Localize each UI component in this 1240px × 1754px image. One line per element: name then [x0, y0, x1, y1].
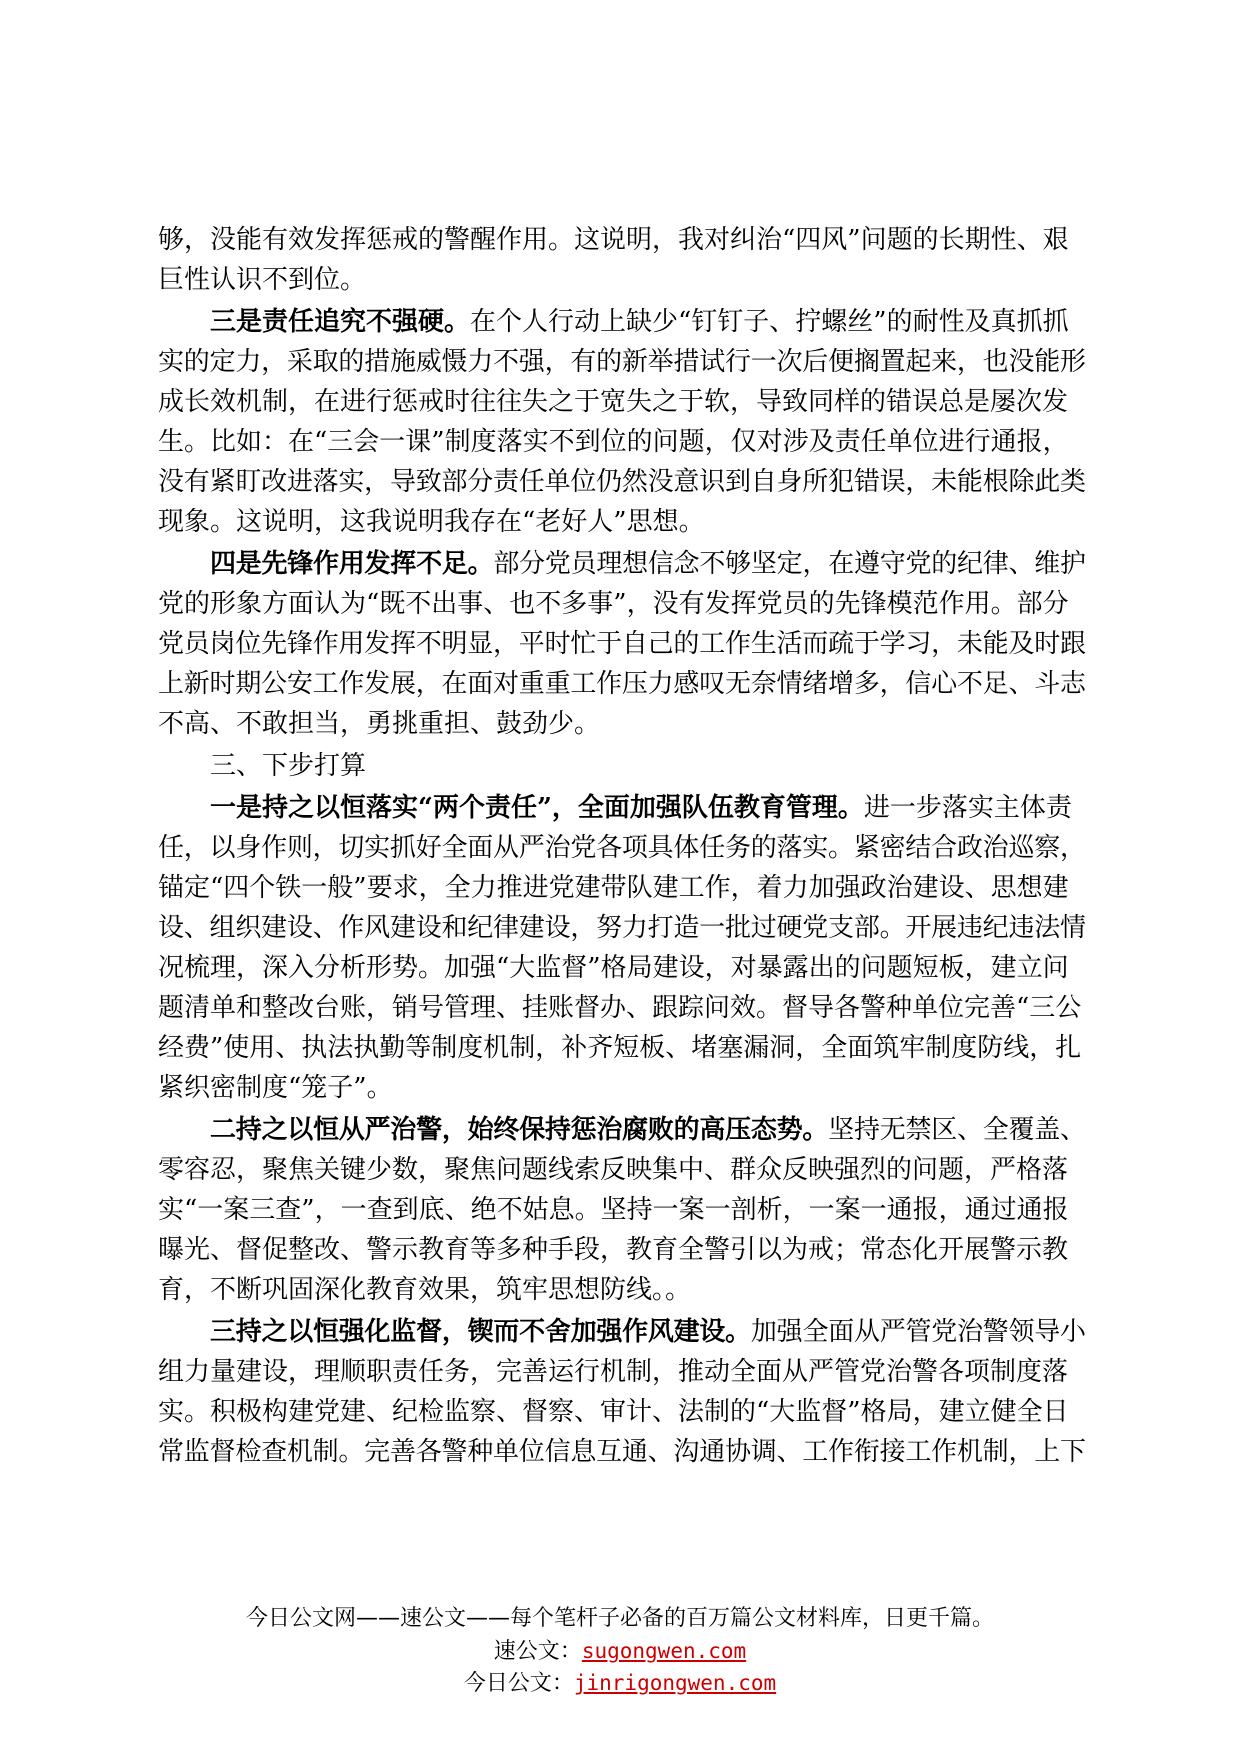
text-line: [158, 828, 1086, 868]
footer-site2-link[interactable]: jinrigongwen.com: [573, 1671, 777, 1695]
line-text: 题清单和整改台账，销号管理、挂账督办、跟踪问效。督导各警种单位完善“三公: [158, 993, 1082, 1023]
footer: [0, 1603, 1240, 1699]
text-line: [158, 1230, 1086, 1270]
paragraph-lead-heading: 三持之以恒强化监督，锲而不舍加强作风建设。: [210, 1317, 751, 1347]
line-text: 不高、不敢担当，勇挑重担、鼓劲少。: [158, 709, 601, 739]
line-text: 在个人行动上缺少“钉钉子、拧螺丝”的耐性及真抓抓: [470, 307, 1069, 337]
text-line: [158, 422, 1086, 462]
text-line: [158, 1068, 1086, 1108]
line-text: 成长效机制，在进行惩戒时往往失之于宽失之于软，导致同样的错误总是屡次发: [158, 387, 1069, 417]
text-line: [158, 342, 1086, 382]
text-line: [158, 1110, 1086, 1150]
line-text: 上新时期公安工作发展，在面对重重工作压力感叹无奈情绪增多，信心不足、斗志: [158, 669, 1086, 699]
text-line: [158, 664, 1086, 704]
text-line: [158, 988, 1086, 1028]
line-text: 育，不断巩固深化教育效果，筑牢思想防线。。: [158, 1275, 692, 1305]
line-text: 党的形象方面认为“既不出事、也不多事”，没有发挥党员的先锋模范作用。部分: [158, 589, 1069, 619]
line-text: 没有紧盯改进落实，导致部分责任单位仍然没意识到自身所犯错误，未能根除此类: [158, 467, 1086, 497]
text-line: [158, 1150, 1086, 1190]
line-text: 党员岗位先锋作用发挥不明显，平时忙于自己的工作生活而疏于学习，未能及时跟: [158, 629, 1086, 659]
text-line: [158, 544, 1086, 584]
line-text: 紧织密制度“笼子”。: [158, 1073, 393, 1103]
text-line: [158, 948, 1086, 988]
line-text: 现象。这说明，这我说明我存在“老好人”思想。: [158, 507, 705, 537]
footer-site2-label: 今日公文：: [463, 1671, 574, 1696]
line-text: 经费”使用、执法执勤等制度机制，补齐短板、堵塞漏洞，全面筑牢制度防线，扎: [158, 1033, 1082, 1063]
section-heading: 三、下步打算: [210, 751, 367, 781]
paragraph-lead-heading: 二持之以恒从严治警，始终保持惩治腐败的高压态势。: [210, 1115, 829, 1145]
footer-site1-link[interactable]: sugongwen.com: [581, 1639, 747, 1663]
text-line: [158, 868, 1086, 908]
footer-site-row-1: [0, 1635, 1240, 1667]
line-text: 坚持无禁区、全覆盖、: [828, 1115, 1086, 1145]
line-text: 实的定力，采取的措施威慑力不强，有的新举措试行一次后便搁置起来，也没能形: [158, 347, 1086, 377]
text-line: [158, 788, 1086, 828]
text-line: [158, 624, 1086, 664]
line-text: 巨性认识不到位。: [158, 265, 367, 295]
text-line: [158, 462, 1086, 502]
line-text: 零容忍，聚焦关键少数，聚焦问题线索反映集中、群众反映强烈的问题，严格落: [158, 1155, 1069, 1185]
text-line: [158, 1432, 1086, 1472]
footer-promo-text: 今日公文网——速公文——每个笔杆子必备的百万篇公文材料库，日更千篇。: [245, 1606, 994, 1631]
footer-site-row-2: [0, 1667, 1240, 1699]
line-text: 实。积极构建党建、纪检监察、督察、审计、法制的“大监督”格局，建立健全日: [158, 1397, 1069, 1427]
line-text: 设、组织建设、作风建设和纪律建设，努力打造一批过硬党支部。开展违纪违法情: [158, 913, 1086, 943]
document-body: [158, 220, 1086, 1472]
text-line: [158, 1270, 1086, 1310]
paragraph-lead-heading: 一是持之以恒落实“两个责任”，全面加强队伍教育管理。: [210, 793, 864, 823]
line-text: 进一步落实主体责: [863, 793, 1072, 823]
text-line: [158, 746, 1086, 786]
text-line: [158, 704, 1086, 744]
text-line: [158, 302, 1086, 342]
line-text: 生。比如：在“三会一课”制度落实不到位的问题，仅对涉及责任单位进行通报，: [158, 427, 1069, 457]
line-text: 够，没能有效发挥惩戒的警醒作用。这说明，我对纠治“四风”问题的长期性、艰: [158, 225, 1069, 255]
text-line: [158, 260, 1086, 300]
line-text: 组力量建设，理顺职责任务，完善运行机制，推动全面从严管党治警各项制度落: [158, 1357, 1069, 1387]
paragraph-lead-heading: 四是先锋作用发挥不足。: [210, 549, 494, 579]
text-line: [158, 382, 1086, 422]
text-line: [158, 1190, 1086, 1230]
line-text: 常监督检查机制。完善各警种单位信息互通、沟通协调、工作衔接工作机制，上下: [158, 1437, 1086, 1467]
text-line: [158, 584, 1086, 624]
line-text: 况梳理，深入分析形势。加强“大监督”格局建设，对暴露出的问题短板，建立问: [158, 953, 1069, 983]
footer-site1-label: 速公文：: [493, 1639, 582, 1664]
line-text: 任，以身作则，切实抓好全面从严治党各项具体任务的落实。紧密结合政治巡察，: [158, 833, 1086, 863]
text-line: [158, 1392, 1086, 1432]
line-text: 锚定“四个铁一般”要求，全力推进党建带队建工作，着力加强政治建设、思想建: [158, 873, 1069, 903]
line-text: 加强全面从严管党治警领导小: [750, 1317, 1086, 1347]
paragraph-lead-heading: 三是责任追究不强硬。: [210, 307, 471, 337]
text-line: [158, 908, 1086, 948]
text-line: [158, 502, 1086, 542]
text-line: [158, 1028, 1086, 1068]
line-text: 部分党员理想信念不够坚定，在遵守党的纪律、维护: [493, 549, 1086, 579]
text-line: [158, 1352, 1086, 1392]
line-text: 实“一案三查”，一查到底、绝不姑息。坚持一案一剖析，一案一通报，通过通报: [158, 1195, 1069, 1225]
text-line: [158, 220, 1086, 260]
line-text: 曝光、督促整改、警示教育等多种手段，教育全警引以为戒；常态化开展警示教: [158, 1235, 1069, 1265]
text-line: [158, 1312, 1086, 1352]
